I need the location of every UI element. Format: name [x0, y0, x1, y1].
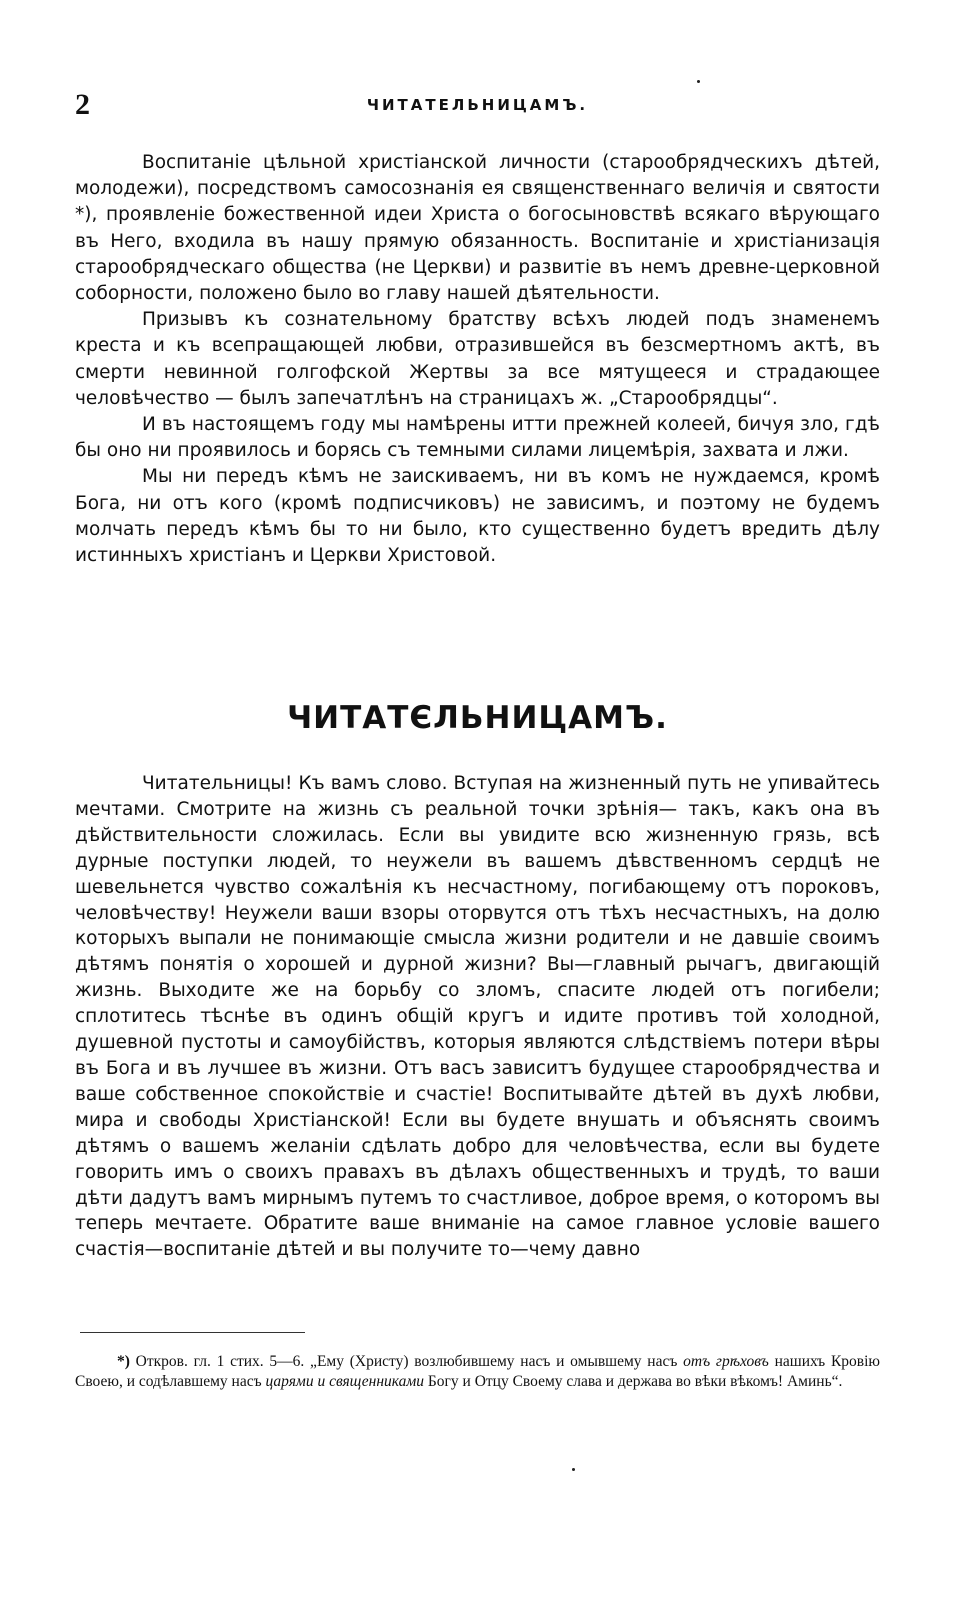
article-paragraph-1: Читательницы! Къ вамъ слово. Вступая на жизненный путь не упивайтесь мечтами. Смотрите на жизнь съ реальной точки зрѣнія— такъ, какъ она въ дѣйствительности сложилась. Если вы увидите всю жизненную грязь, всѣ дурные поступки людей, то неужели въ вашемъ дѣвственномъ сердцѣ не шевельнется чувство сожалѣнія къ несчастному, погибающему отъ пороковъ, человѣчеству! Неужели ваши взоры оторвутся отъ тѣхъ несчастныхъ, на долю которыхъ выпали не понимающіе смысла жизни родители и не давшіе своимъ дѣтямъ понятія о хорошей и дурной жизни? Вы—главный рычагъ, двигающій жизнь. Выходите же на борьбу со зломъ, спасите людей отъ погибели; сплотитесь тѣснѣе въ одинъ общій кругъ и идите противъ той холодной, душевной пустоты и самоубійствъ, которыя являются слѣдствіемъ потери вѣры въ Бога и въ лучшее въ жизни. Отъ васъ зависитъ будущее старообрядчества и ваше собственное спокойствіе и счастіе! Воспитывайте дѣтей въ духѣ любви, мира и свободы Христіанской! Если вы будете внушать и объяснять своимъ дѣтямъ о вашемъ желаніи сдѣлать добро для человѣчества, если вы будете говорить имъ о своихъ правахъ въ дѣлахъ общественныхъ и трудѣ, то ваши дѣти дадутъ вамъ мирнымъ путемъ то счастливое, доброе время, о которомъ вы теперь мечтаете. Обратите ваше вниманіе на самое главное условіе вашего счастія—воспитаніе дѣтей и вы получите то—чему давно	[75, 773, 880, 1261]
intro-paragraph-2: Призывъ къ сознательному братству всѣхъ людей подъ знаменемъ креста и къ всепращающей любви, отразившейся въ безсмертномъ актѣ, въ смерти невинной голгофской Жертвы за все мятущееся и страдающее человѣчество — былъ запечатлѣнъ на страницахъ ж. „Старообрядцы“.	[75, 309, 880, 409]
print-speck	[697, 80, 700, 83]
footnote-italic-a: отъ грѣховъ	[683, 1353, 769, 1370]
footnote-text-b: нашихъ Кровію Своею, и содѣлавшему насъ	[75, 1353, 880, 1390]
article-text	[75, 771, 880, 1263]
intro-paragraph-3: И въ настоящемъ году мы намѣрены итти прежней колеей, бичуя зло, гдѣ бы оно ни проявилось и борясь съ темными силами лицемѣрія, захвата и лжи.	[75, 414, 880, 462]
footnote-paragraph	[75, 1352, 880, 1392]
article-heading: ЧИТАТЄЛЬНИЦАМЪ.	[287, 700, 668, 736]
running-title: ЧИТАТЕЛЬНИЦАМЪ.	[366, 96, 589, 114]
intro-paragraph-1: Воспитаніе цѣльной христіанской личности (старообрядческихъ дѣтей, молодежи), посредствомъ самосознанія ея священственнаго величія и святости *), проявленіе божественной идеи Христа о богосыновствѣ всякаго вѣрующаго въ Него, входила въ нашу прямую обязанность. Воспитаніе и христіанизація старообрядческаго общества (не Церкви) и развитіе въ немъ древне-церковной соборности, положено было во главу нашей дѣятельности.	[75, 152, 880, 305]
page-number: 2	[75, 88, 90, 121]
footnote-text-c: Богу и Отцу Своему слава и держава во вѣки вѣкомъ! Аминь“.	[424, 1373, 843, 1390]
footnote-rule	[80, 1332, 305, 1333]
footnote-marker: *)	[117, 1353, 130, 1370]
intro-text	[75, 150, 880, 569]
footnote	[75, 1352, 880, 1392]
print-speck	[572, 1468, 575, 1471]
intro-paragraph-4: Мы ни передъ кѣмъ не заискиваемъ, ни въ комъ не нуждаемся, кромѣ Бога, ни отъ кого (кромѣ подписчиковъ) не зависимъ, и поэтому не будемъ молчать передъ кѣмъ бы то ни было, кто существенно будетъ вредить дѣлу истинныхъ христіанъ и Церкви Христовой.	[75, 466, 880, 567]
footnote-text-a: Откров. гл. 1 стих. 5—6. „Ему (Христу) возлюбившему насъ и омывшему насъ	[129, 1353, 684, 1370]
footnote-italic-b: царями и священниками	[265, 1373, 425, 1390]
running-head	[75, 88, 880, 128]
